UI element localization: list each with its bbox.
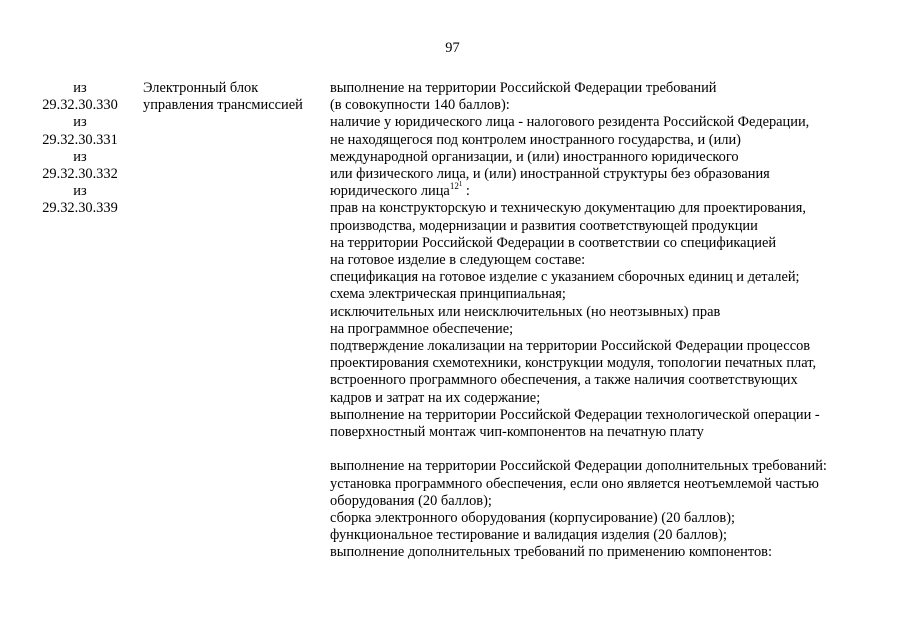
product-name-line: Электронный блок: [143, 80, 259, 96]
requirement-line: спецификация на готовое изделие с указанием сборочных единиц и деталей;: [330, 269, 800, 286]
requirement-line: установка программного обеспечения, если оно является неотъемлемой частью: [330, 475, 819, 492]
requirement-line: проектирования схемотехники, конструкции модуля, топологии печатных плат,: [330, 355, 817, 372]
requirement-line: на программное обеспечение;: [330, 320, 514, 337]
requirement-line: производства, модернизации и развития соответствующей продукции: [330, 217, 758, 234]
requirement-line: подтверждение локализации на территории Российской Федерации процессов: [330, 338, 811, 355]
code-prefix: из: [73, 148, 87, 165]
requirement-line: сборка электронного оборудования (корпусирование) (20 баллов);: [330, 510, 735, 527]
footnote-colon: :: [462, 183, 470, 200]
requirement-line: выполнение на территории Российской Федерации технологической операции -: [330, 406, 820, 423]
footnote-text: юридического лица: [330, 183, 450, 200]
requirement-line: оборудования (20 баллов);: [330, 492, 492, 509]
footnote-line: [330, 180, 890, 200]
requirement-line: поверхностный монтаж чип-компонентов на печатную плату: [330, 424, 704, 441]
requirement-line: на территории Российской Федерации в соответствии со спецификацией: [330, 234, 777, 251]
requirement-line: прав на конструкторскую и техническую документацию для проектирования,: [330, 200, 806, 217]
footnote-subreference: 1: [458, 180, 463, 189]
code-prefix: из: [73, 114, 87, 131]
code-value: 29.32.30.332: [42, 166, 118, 183]
code-prefix: из: [73, 80, 87, 96]
requirement-line: схема электрическая принципиальная;: [330, 286, 566, 303]
page-number: 97: [445, 40, 460, 56]
footnote-reference: 121: [449, 180, 463, 192]
product-name-line: управления трансмиссией: [143, 97, 303, 114]
requirement-line: (в совокупности 140 баллов):: [330, 97, 510, 114]
okpd-codes-column: [28, 80, 132, 218]
requirement-line: наличие у юридического лица - налогового резидента Российской Федерации,: [330, 114, 810, 131]
requirement-line: выполнение на территории Российской Федерации дополнительных требований:: [330, 458, 827, 475]
requirements-column: [330, 80, 890, 562]
code-prefix: из: [73, 183, 87, 200]
requirement-line: кадров и затрат на их содержание;: [330, 389, 541, 406]
requirement-line: исключительных или неисключительных (но неотзывных) прав: [330, 303, 721, 320]
requirement-line: выполнение дополнительных требований по применению компонентов:: [330, 544, 772, 561]
requirement-line: или физического лица, и (или) иностранной структуры без образования: [330, 166, 770, 183]
product-name-column: [143, 80, 323, 114]
requirement-line: функциональное тестирование и валидация изделия (20 баллов);: [330, 527, 727, 544]
requirement-line: международной организации, и (или) иностранного юридического: [330, 148, 739, 165]
requirement-line: выполнение на территории Российской Федерации требований: [330, 80, 717, 96]
requirement-line: не находящегося под контролем иностранного государства, и (или): [330, 131, 741, 148]
requirement-line: на готовое изделие в следующем составе:: [330, 252, 586, 269]
requirement-line: встроенного программного обеспечения, а также наличия соответствующих: [330, 372, 798, 389]
paragraph-gap: [330, 441, 890, 458]
code-value: 29.32.30.339: [42, 200, 118, 217]
code-value: 29.32.30.330: [42, 97, 118, 114]
code-value: 29.32.30.331: [42, 131, 118, 148]
